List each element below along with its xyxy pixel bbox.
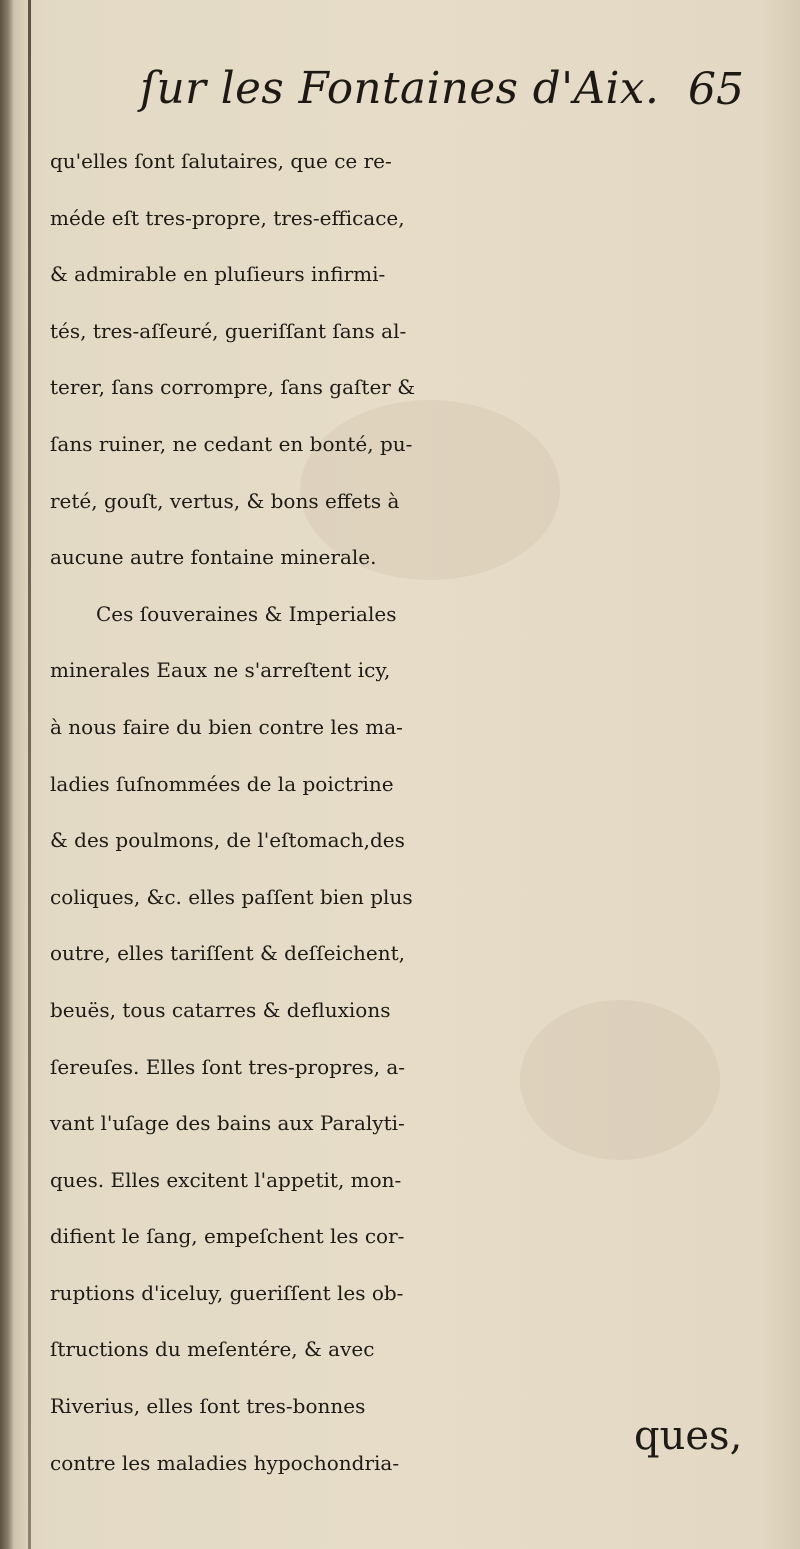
text-line: aucune autre fontaine minerale. [50,545,377,570]
text-line: difient le ſang, empeſchent les cor- [50,1224,405,1249]
text-line: méde eſt tres-propre, tres-efficace, [50,205,405,230]
binding-shadow [28,0,31,1549]
text-line: ques. Elles excitent l'appetit, mon- [50,1167,402,1192]
text-line: reté, gouſt, vertus, & bons effets à [50,488,400,513]
text-line: vant l'uſage des bains aux Paralyti- [50,1111,405,1136]
text-line: ſans ruiner, ne cedant en bonté, pu- [50,431,413,456]
running-title: ſur les Fontaines d'Aix. [140,64,660,114]
text-line: Ces ſouveraines & Imperiales [96,601,397,626]
text-line: outre, elles tariſſent & deſſeichent, [50,941,406,966]
page-gutter [0,0,14,1549]
text-line: ladies ſuſnommées de la poictrine [50,771,394,796]
page-number: 65 [688,64,744,115]
text-line: & des poulmons, de l'eſtomach,des [50,828,405,853]
text-line: beuës, tous catarres & defluxions [50,997,391,1022]
page-header [140,64,780,128]
text-line: qu'elles ſont ſalutaires, que ce re- [50,149,392,173]
text-line: minerales Eaux ne s'arreſtent icy, [50,658,391,683]
text-line: à nous faire du bien contre les ma- [50,714,403,739]
body-text [50,133,770,1491]
text-line: coliques, &c. elles paſſent bien plus [50,884,413,909]
text-line: & admirable en pluſieurs infirmi- [50,262,386,287]
text-line: terer, ſans corrompre, ſans gaſter & [50,375,416,400]
catchword: ques, [634,1413,743,1459]
text-line: ruptions d'iceluy, gueriſſent les ob- [50,1280,404,1305]
text-line: tés, tres-aſſeuré, gueriſſant ſans al- [50,318,407,343]
text-line: ſereuſes. Elles ſont tres-propres, a- [50,1054,406,1079]
text-line: Riverius, elles ſont tres-bonnes [50,1394,366,1419]
text-line: contre les maladies hypochondria- [50,1450,400,1475]
text-line: ſtructions du meſentére, & avec [50,1337,375,1362]
